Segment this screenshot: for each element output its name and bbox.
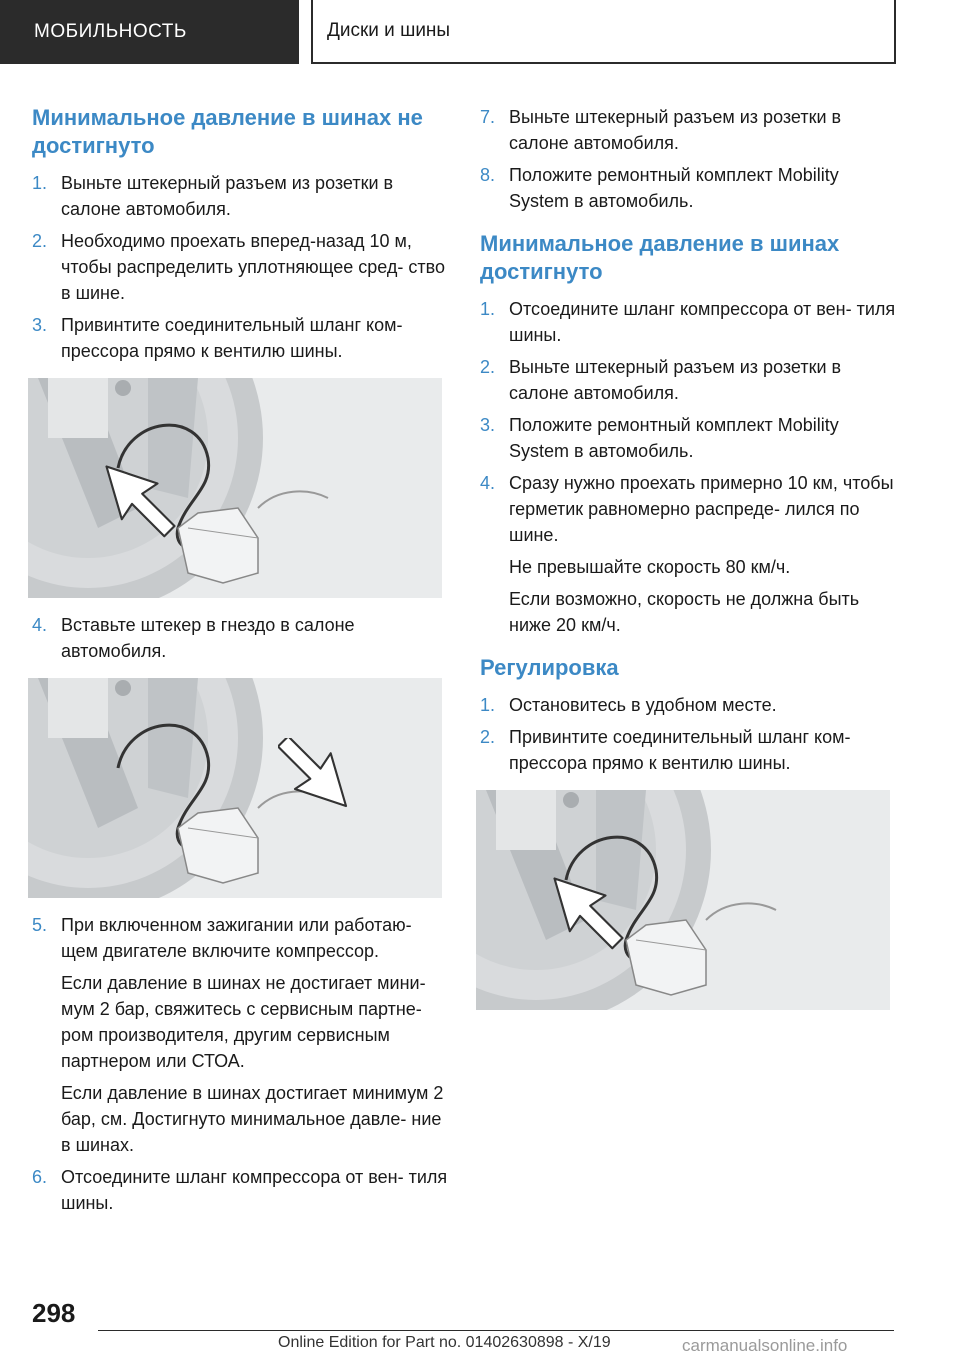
step-text: Положите ремонтный комплект Mobility System в автомобиль. [509, 165, 839, 211]
step-text: Выньте штекерный разъем из розетки в салоне автомобиля. [509, 357, 842, 403]
step-note: Не превышайте скорость 80 км/ч. [509, 557, 791, 577]
figure-hose-on-valve [28, 378, 442, 598]
step-number: 7. [480, 107, 496, 127]
step-number: 5. [32, 915, 48, 935]
step-text: Выньте штекерный разъем из розетки в салоне автомобиля. [509, 107, 842, 153]
list-item [480, 412, 898, 464]
figure-hose-on-valve-2 [476, 790, 890, 1010]
page-number: 298 [32, 1298, 76, 1328]
list-item [480, 296, 898, 348]
step-number: 2. [32, 231, 48, 251]
step-number: 8. [480, 165, 496, 185]
step-number: 2. [480, 727, 496, 747]
step-text: Отсоедините шланг компрессора от вен‐ тиля шины. [509, 299, 896, 345]
step-note: Если давление в шинах не достигает мини‐ мум 2 бар, свяжитесь с сервисным партне‐ ром производителя, другим сервисным партнером или СТОА. [61, 973, 426, 1071]
heading-reached: Минимальное давление в шинах достигнуто [480, 231, 840, 284]
step-number: 4. [480, 473, 496, 493]
step-number: 1. [480, 695, 496, 715]
list-item [480, 354, 898, 406]
step-number: 3. [480, 415, 496, 435]
figure-plug-in-socket [28, 678, 442, 898]
tyre-illustration [476, 790, 890, 1010]
heading-not-reached: Минимальное давление в шинах не достигнуто [32, 105, 423, 158]
list-item [32, 912, 450, 964]
list-item [480, 692, 898, 718]
watermark: carmanualsonline.info [682, 1336, 848, 1355]
list-item [32, 170, 450, 222]
list-item [480, 104, 898, 156]
step-text: Отсоедините шланг компрессора от вен‐ тиля шины. [61, 1167, 448, 1213]
step-text: Остановитесь в удобном месте. [509, 695, 777, 715]
right-column [480, 104, 898, 1024]
footer-edition: Online Edition for Part no. 01402630898 - X/19 [278, 1334, 611, 1351]
step-number: 1. [480, 299, 496, 319]
list-item [480, 162, 898, 214]
heading-adjustment: Регулировка [480, 655, 619, 680]
step-text: Привинтите соединительный шланг ком‐ прессора прямо к вентилю шины. [61, 315, 403, 361]
step-text: Вставьте штекер в гнездо в салоне автомобиля. [61, 615, 355, 661]
step-note: Если давление в шинах достигает минимум 2 бар, см. Достигнуто минимальное давле‐ ние в шинах. [61, 1083, 444, 1155]
header-section: МОБИЛЬНОСТЬ [0, 0, 299, 64]
step-text: При включенном зажигании или работаю‐ щем двигателе включите компрессор. [61, 915, 412, 961]
step-text: Необходимо проехать вперед-назад 10 м, чтобы распределить уплотняющее сред‐ ство в шине. [61, 231, 446, 303]
step-note: Если возможно, скорость не должна быть ниже 20 км/ч. [509, 589, 860, 635]
left-column [32, 104, 450, 1222]
tyre-illustration [28, 378, 442, 598]
step-text: Сразу нужно проехать примерно 10 км, чтобы герметик равномерно распреде‐ лился по шине. [509, 473, 894, 545]
step-number: 1. [32, 173, 48, 193]
footer-divider [98, 1330, 894, 1331]
header-title: Диски и шины [311, 0, 896, 64]
step-text: Привинтите соединительный шланг ком‐ прессора прямо к вентилю шины. [509, 727, 851, 773]
tyre-illustration [28, 678, 442, 898]
step-number: 4. [32, 615, 48, 635]
step-text: Выньте штекерный разъем из розетки в салоне автомобиля. [61, 173, 394, 219]
list-item [32, 1164, 450, 1216]
step-number: 2. [480, 357, 496, 377]
step-number: 6. [32, 1167, 48, 1187]
step-number: 3. [32, 315, 48, 335]
step-text: Положите ремонтный комплект Mobility System в автомобиль. [509, 415, 839, 461]
list-item [480, 470, 898, 548]
list-item [32, 612, 450, 664]
list-item [480, 724, 898, 776]
list-item [32, 228, 450, 306]
list-item [32, 312, 450, 364]
